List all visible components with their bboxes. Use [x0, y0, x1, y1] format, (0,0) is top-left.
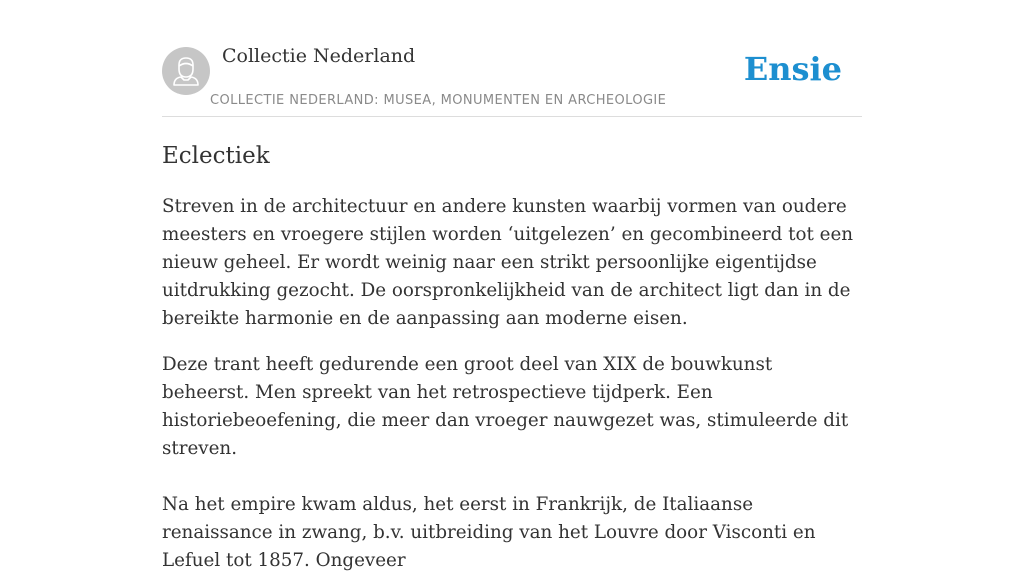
ensie-logo[interactable]: Ensie [743, 50, 842, 88]
author-name[interactable]: Collectie Nederland [222, 45, 416, 67]
page-title: Eclectiek [162, 143, 270, 169]
paragraph: Na het empire kwam aldus, het eerst in Frankrijk, de Italiaanse renaissance in zwang, b.v. uitbreiding van het Louvre door Visconti en Lefuel tot 1857. Ongeveer [162, 494, 816, 571]
article-header [162, 0, 862, 117]
user-icon [162, 47, 210, 95]
article-body [162, 193, 862, 575]
paragraph: Streven in de architectuur en andere kunsten waarbij vormen van oudere meesters en vroegere stijlen worden ‘uitgelezen’ en gecombineerd tot een nieuw geheel. Er wordt weinig naar een strikt persoonlijke eigentijdse uitdrukking gezocht. De oorspronkelijkheid van de architect ligt dan in de bereikte harmonie en de aanpassing aan moderne eisen. [162, 196, 854, 329]
page-container [162, 0, 862, 575]
paragraph: Deze trant heeft gedurende een groot deel van XIX de bouwkunst beheerst. Men spreekt van het retrospectieve tijdperk. Een historiebeoefening, die meer dan vroeger nauwgezet was, stimuleerde dit streven. [162, 354, 849, 459]
author-avatar[interactable] [162, 47, 210, 95]
source-label[interactable]: COLLECTIE NEDERLAND: MUSEA, MONUMENTEN EN ARCHEOLOGIE [210, 93, 667, 108]
